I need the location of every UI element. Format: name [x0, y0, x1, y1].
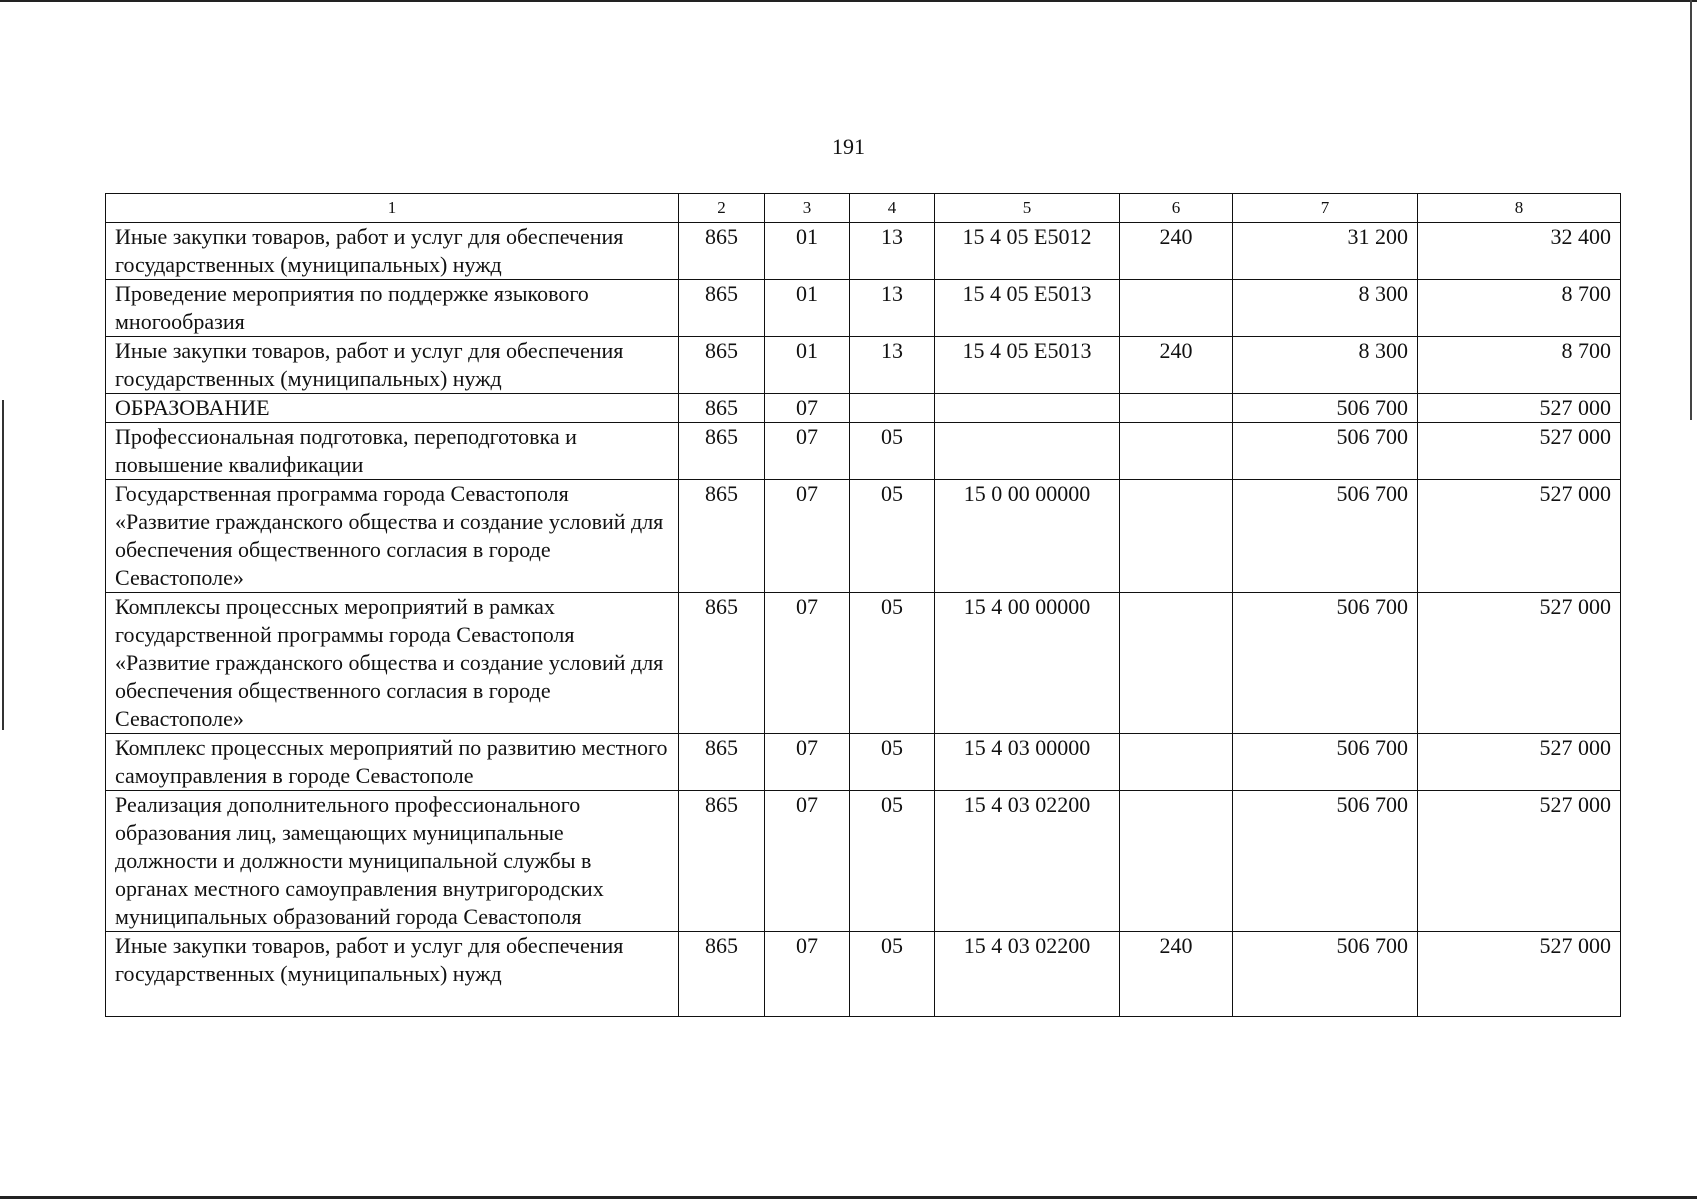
department-code-cell: 865: [679, 932, 765, 1017]
amount-column-7-cell: 506 700: [1233, 480, 1418, 593]
target-article-cell: [935, 394, 1120, 423]
expense-type-cell: [1120, 280, 1233, 337]
target-article-cell: 15 0 00 00000: [935, 480, 1120, 593]
column-header: 2: [679, 194, 765, 223]
amount-column-7-cell: 506 700: [1233, 791, 1418, 932]
department-code-cell: 865: [679, 280, 765, 337]
amount-column-7-cell: 506 700: [1233, 423, 1418, 480]
scan-left-edge-mark: [2, 400, 4, 730]
table-row: [106, 932, 1621, 1017]
amount-column-8-cell: 527 000: [1418, 734, 1621, 791]
row-name-cell: Реализация дополнительного профессионального образования лиц, замещающих муниципальные должности и должности муниципальной службы в органах местного самоуправления внутригородских муниципальных образований города Севастополя: [106, 791, 679, 932]
column-header: 8: [1418, 194, 1621, 223]
amount-column-8-cell: 32 400: [1418, 223, 1621, 280]
table-row: [106, 593, 1621, 734]
budget-table: [105, 193, 1621, 1017]
department-code-cell: 865: [679, 223, 765, 280]
amount-column-7-cell: 506 700: [1233, 593, 1418, 734]
department-code-cell: 865: [679, 734, 765, 791]
amount-column-7-cell: 506 700: [1233, 932, 1418, 1017]
target-article-cell: 15 4 00 00000: [935, 593, 1120, 734]
column-header: 3: [765, 194, 850, 223]
department-code-cell: 865: [679, 593, 765, 734]
expense-type-cell: 240: [1120, 932, 1233, 1017]
section-code-cell: 07: [765, 734, 850, 791]
section-code-cell: 07: [765, 791, 850, 932]
table-row: [106, 280, 1621, 337]
expense-type-cell: [1120, 593, 1233, 734]
amount-column-7-cell: 8 300: [1233, 337, 1418, 394]
subsection-code-cell: 05: [850, 734, 935, 791]
table-row: [106, 791, 1621, 932]
table-row: [106, 394, 1621, 423]
section-code-cell: 07: [765, 423, 850, 480]
row-name-cell: Государственная программа города Севастополя «Развитие гражданского общества и создание условий для обеспечения общественного согласия в городе Севастополе»: [106, 480, 679, 593]
column-number-header-row: [106, 194, 1621, 223]
expense-type-cell: [1120, 480, 1233, 593]
amount-column-8-cell: 8 700: [1418, 280, 1621, 337]
section-code-cell: 07: [765, 593, 850, 734]
expense-type-cell: [1120, 423, 1233, 480]
target-article-cell: 15 4 03 02200: [935, 791, 1120, 932]
amount-column-8-cell: 527 000: [1418, 394, 1621, 423]
row-name-cell: Профессиональная подготовка, переподготовка и повышение квалификации: [106, 423, 679, 480]
expense-type-cell: 240: [1120, 337, 1233, 394]
row-name-cell: Иные закупки товаров, работ и услуг для обеспечения государственных (муниципальных) нужд: [106, 337, 679, 394]
subsection-code-cell: 05: [850, 932, 935, 1017]
expense-type-cell: [1120, 734, 1233, 791]
department-code-cell: 865: [679, 394, 765, 423]
amount-column-7-cell: 8 300: [1233, 280, 1418, 337]
scan-top-border: [0, 0, 1697, 2]
row-name-cell: Иные закупки товаров, работ и услуг для обеспечения государственных (муниципальных) нужд: [106, 223, 679, 280]
table-row: [106, 480, 1621, 593]
target-article-cell: 15 4 05 E5013: [935, 337, 1120, 394]
department-code-cell: 865: [679, 423, 765, 480]
target-article-cell: 15 4 03 00000: [935, 734, 1120, 791]
column-header: 6: [1120, 194, 1233, 223]
table-row: [106, 423, 1621, 480]
amount-column-7-cell: 506 700: [1233, 394, 1418, 423]
column-header: 5: [935, 194, 1120, 223]
subsection-code-cell: 05: [850, 423, 935, 480]
table-row: [106, 223, 1621, 280]
subsection-code-cell: 05: [850, 593, 935, 734]
expense-type-cell: [1120, 394, 1233, 423]
amount-column-8-cell: 527 000: [1418, 480, 1621, 593]
amount-column-7-cell: 506 700: [1233, 734, 1418, 791]
target-article-cell: 15 4 05 E5013: [935, 280, 1120, 337]
section-code-cell: 01: [765, 280, 850, 337]
subsection-code-cell: 13: [850, 337, 935, 394]
department-code-cell: 865: [679, 480, 765, 593]
target-article-cell: 15 4 03 02200: [935, 932, 1120, 1017]
subsection-code-cell: [850, 394, 935, 423]
table-row: [106, 337, 1621, 394]
section-code-cell: 01: [765, 223, 850, 280]
subsection-code-cell: 13: [850, 280, 935, 337]
amount-column-8-cell: 8 700: [1418, 337, 1621, 394]
row-name-cell: Комплекс процессных мероприятий по развитию местного самоуправления в городе Севастополе: [106, 734, 679, 791]
row-name-cell: Комплексы процессных мероприятий в рамках государственной программы города Севастополя «Развитие гражданского общества и создание условий для обеспечения общественного согласия в городе Севастополе»: [106, 593, 679, 734]
amount-column-7-cell: 31 200: [1233, 223, 1418, 280]
amount-column-8-cell: 527 000: [1418, 423, 1621, 480]
amount-column-8-cell: 527 000: [1418, 791, 1621, 932]
expense-type-cell: 240: [1120, 223, 1233, 280]
section-code-cell: 07: [765, 394, 850, 423]
column-header: 7: [1233, 194, 1418, 223]
expense-type-cell: [1120, 791, 1233, 932]
page-number: 191: [832, 134, 865, 159]
section-code-cell: 01: [765, 337, 850, 394]
amount-column-8-cell: 527 000: [1418, 593, 1621, 734]
scan-bottom-border: [0, 1196, 1697, 1199]
scan-right-edge-mark: [1690, 0, 1692, 420]
subsection-code-cell: 13: [850, 223, 935, 280]
target-article-cell: 15 4 05 E5012: [935, 223, 1120, 280]
column-header: 1: [106, 194, 679, 223]
amount-column-8-cell: 527 000: [1418, 932, 1621, 1017]
row-name-cell: Иные закупки товаров, работ и услуг для обеспечения государственных (муниципальных) нужд: [106, 932, 679, 1017]
department-code-cell: 865: [679, 337, 765, 394]
target-article-cell: [935, 423, 1120, 480]
column-header: 4: [850, 194, 935, 223]
row-name-cell: ОБРАЗОВАНИЕ: [106, 394, 679, 423]
section-code-cell: 07: [765, 932, 850, 1017]
subsection-code-cell: 05: [850, 791, 935, 932]
section-code-cell: 07: [765, 480, 850, 593]
table-row: [106, 734, 1621, 791]
row-name-cell: Проведение мероприятия по поддержке языкового многообразия: [106, 280, 679, 337]
subsection-code-cell: 05: [850, 480, 935, 593]
department-code-cell: 865: [679, 791, 765, 932]
